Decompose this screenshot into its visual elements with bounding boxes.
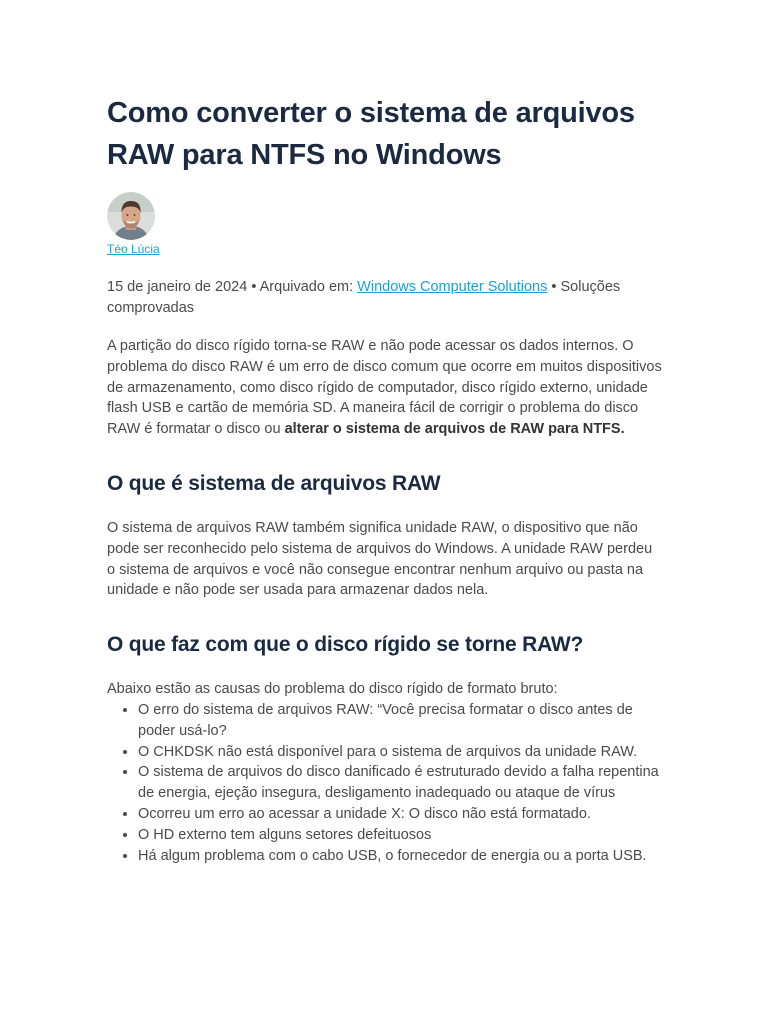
list-item: • O erro do sistema de arquivos RAW: “Você precisa formatar o disco antes de poder usá-lo? <box>138 700 663 742</box>
list-item: • O sistema de arquivos do disco danificado é estruturado devido a falha repentina de energia, ejeção insegura, desligamento inadequado ou ataque de vírus <box>138 762 663 804</box>
intro-text: A partição do disco rígido torna-se RAW e não pode acessar os dados internos. O problema do disco RAW é um erro de disco comum que ocorre em muitos dispositivos de armazenamento, como disco rígido de computador, disco rígido externo, unidade flash USB e cartão de memória SD. A maneira fácil de corrigir o problema do disco RAW é formatar o disco ou <box>107 338 662 438</box>
article-title: Como converter o sistema de arquivos RAW para NTFS no Windows <box>107 97 635 171</box>
meta-separator-tag: • Soluções comprovadas <box>107 279 621 316</box>
publish-date: 15 de janeiro de 2024 <box>107 279 248 295</box>
section-raw-filesystem-paragraph: O sistema de arquivos RAW também significa unidade RAW, o dispositivo que não pode ser reconhecido pelo sistema de arquivos do Windows. A unidade RAW perdeu o sistema de arquivos e você não consegue encontrar nenhum arquivo ou pasta na unidade e não pode ser usada para armazenar dados nela. <box>107 519 653 599</box>
list-item: • Ocorreu um erro ao acessar a unidade X: O disco não está formatado. <box>138 804 663 825</box>
list-item: • O CHKDSK não está disponível para o sistema de arquivos da unidade RAW. <box>138 742 663 763</box>
author-photo-icon <box>107 192 155 240</box>
section-heading-causes: O que faz com que o disco rígido se torne RAW? <box>107 633 584 657</box>
author-block <box>107 192 663 257</box>
causes-intro: Abaixo estão as causas do problema do disco rígido de formato bruto: <box>107 681 558 698</box>
list-item: • Há algum problema com o cabo USB, o fornecedor de energia ou a porta USB. <box>138 846 663 867</box>
causes-list <box>107 700 663 866</box>
article-meta <box>107 277 663 318</box>
author-avatar[interactable] <box>107 192 155 240</box>
author-name-link[interactable]: Téo Lúcia <box>107 242 160 256</box>
article <box>107 92 663 866</box>
intro-bold-text: alterar o sistema de arquivos de RAW para NTFS. <box>284 421 625 438</box>
section-heading-raw-filesystem: O que é sistema de arquivos RAW <box>107 471 441 495</box>
meta-separator-filed: • Arquivado em: <box>247 279 358 295</box>
intro-paragraph <box>107 336 663 440</box>
list-item: • O HD externo tem alguns setores defeituosos <box>138 825 663 846</box>
category-link[interactable]: Windows Computer Solutions <box>357 279 548 295</box>
